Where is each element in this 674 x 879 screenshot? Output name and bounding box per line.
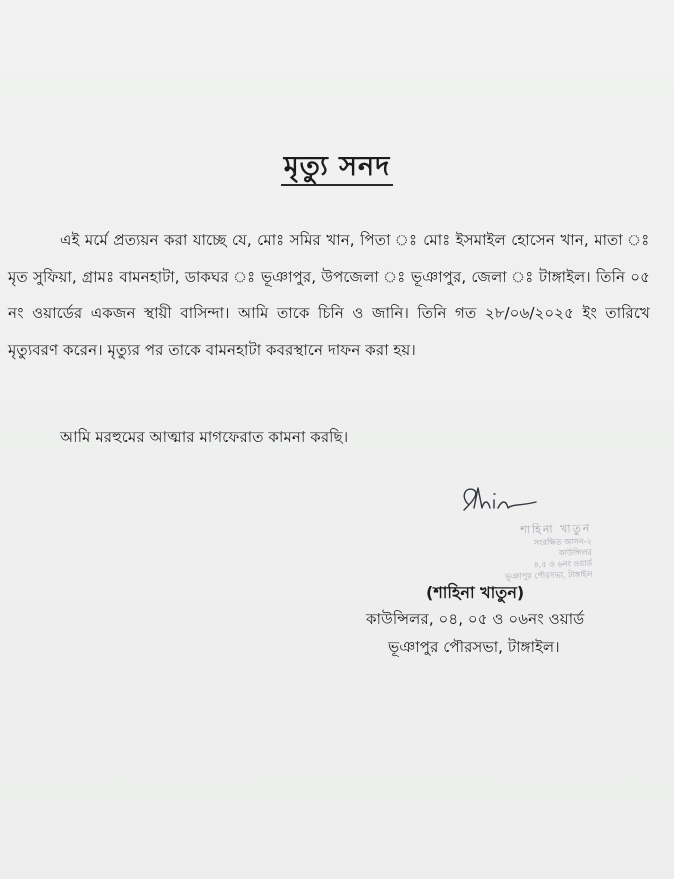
stamp-line-seat: সংরক্ষিত আসন-২ [533,536,592,548]
stamp-line-role: কাউন্সিলর [558,547,593,558]
prayer-text: আমি মরহুমের আত্মার মাগফেরাত কামনা করছি। [60,428,349,446]
stamp-line-name: শাহিনা খাতুন [520,521,592,537]
signatory-name: (শাহিনা খাতুন) [426,583,525,602]
stamp-line-ward: ৪,৫ ও ৬নং ওয়ার্ড [533,558,593,570]
certificate-body: এই মর্মে প্রত্যয়ন করা যাচ্ছে যে, মোঃ সমির খান, পিতা ঃ মোঃ ইসমাইল হোসেন খান, মাতা ঃ মৃত সুফিয়া, গ্রামঃ বামনহাটা, ডাকঘর ঃ ভূঞাপুর, উপজেলা ঃ ভূঞাপুর, জেলা ঃ টাঙ্গাইল। তিনি ০৫ নং ওয়ার্ডের একজন স্থায়ী বাসিন্দা। আমি তাকে চিনি ও জানি। তিনি গত ২৮/০৬/২০২৫ ইং তারিখে মৃত্যুবরণ করেন। মৃত্যুর পর তাকে বামনহাটা কবরস্থানে দাফন করা হয়। [8,231,650,359]
stamp-line-office: ভূঞাপুর পৌরসভা, টাঙ্গাইল [504,569,593,582]
signatory-office: ভূঞাপুর পৌরসভা, টাঙ্গাইল। [388,638,560,656]
signatory-designation: কাউন্সিলর, ০৪, ০৫ ও ০৬নং ওয়ার্ড [366,610,585,628]
handwritten-signature [456,482,546,522]
certificate-title [0,146,674,191]
certificate-title-text: মৃত্যু সনদ [281,151,394,186]
official-stamp [423,522,592,584]
